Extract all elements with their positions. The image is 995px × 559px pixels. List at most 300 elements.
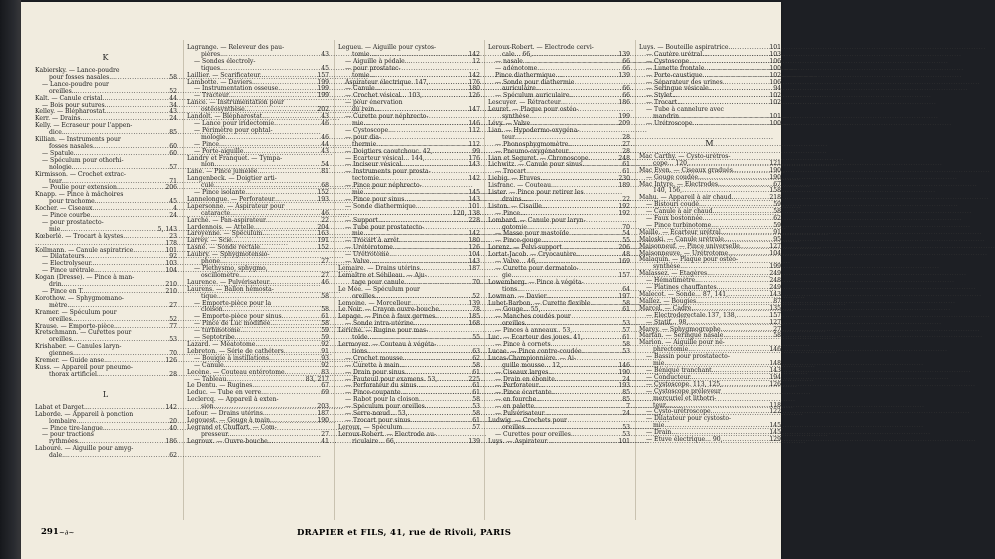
page-reference: 64 [622, 285, 630, 293]
entry-text: mie... [352, 119, 370, 127]
page-reference: 55 [622, 237, 630, 245]
entry-text: Maisonneuf. — Pince universelle. [639, 242, 742, 250]
entry-text: Kirmisson. — Crochet extrac- [35, 170, 126, 178]
page-reference: 27 [321, 258, 329, 266]
entry-text: — Cysto-urétroscope... [646, 408, 717, 416]
page-reference: 85 [622, 389, 630, 397]
entry-text: — en fourche... [495, 396, 543, 404]
entry-text: oreilles... [49, 315, 78, 323]
page-reference: 102 [769, 71, 781, 79]
entry-text: Mac Intyre. — Electrodes... [639, 180, 724, 188]
entry-text: — pour tractions [42, 431, 94, 439]
index-column-1 [35, 50, 177, 460]
page-reference: 60 [169, 149, 177, 157]
entry-text: Laurens. — Ballon hémosta- [187, 285, 274, 293]
index-list [338, 45, 480, 446]
index-entry [639, 121, 781, 128]
index-column-4 [488, 45, 630, 446]
entry-text: mie... [352, 230, 370, 238]
entry-text: mètre... [49, 301, 74, 309]
page-reference: 45 [321, 64, 329, 72]
entry-text: — Bassin pour prostatecto- [646, 353, 730, 361]
entry-text: phone... [201, 258, 226, 266]
entry-text: — Bouigie à instillations.. [194, 354, 273, 362]
entry-text: Lapersonne. — Aspirateur pour [187, 202, 285, 210]
page-reference: 145 [769, 429, 781, 437]
page-reference: 46 [321, 133, 329, 141]
page-reference: 122 [769, 408, 781, 416]
page-reference: 147 [468, 106, 480, 114]
page-reference: 249 [769, 270, 781, 278]
entry-text: — Spéculum auriculaire.. [495, 92, 574, 100]
page-reference: 55 [472, 334, 480, 342]
dot-leader [96, 213, 162, 220]
entry-text: dice... [49, 129, 68, 137]
index-list-l [35, 405, 177, 460]
page-reference: 145 [769, 422, 781, 430]
page-reference: 22 [321, 216, 329, 224]
page-reference: 81 [321, 168, 329, 176]
entry-text: — Sondes électroly- [194, 57, 256, 65]
page-reference: 135 [769, 304, 781, 312]
entry-text: rythmées... [49, 438, 84, 446]
page-reference: 189 [618, 182, 630, 190]
page-reference: 199 [317, 92, 329, 100]
entry-text: Kogan (Dresse). — Pince à man- [35, 274, 135, 282]
entry-text: — Lance pour iridectomie. [194, 119, 277, 127]
page-reference: 23 [169, 232, 177, 240]
page-reference: 53 [169, 336, 177, 344]
entry-text: Lasné. — Sonde rectale... [187, 244, 266, 252]
entry-text: — Gouge... 55, [495, 306, 541, 314]
page-reference: 27 [169, 301, 177, 309]
page-reference: 139 [618, 50, 630, 58]
entry-text: Laborde. — Appareil à ponction [35, 410, 134, 418]
page-reference: 199 [769, 263, 781, 271]
index-column-5 [639, 45, 781, 444]
page-reference: 148 [769, 360, 781, 368]
entry-text: — Urétrotome... [345, 251, 396, 259]
dot-leader [722, 382, 766, 389]
page-reference: 199 [317, 85, 329, 93]
entry-text: culé... [201, 182, 220, 190]
entry-text: — Cystoscope préleveur [646, 387, 721, 395]
dot-leader [68, 453, 162, 460]
page-reference: 40 [169, 424, 177, 432]
entry-text: Krishaber. — Canules laryn- [35, 343, 122, 351]
page-reference: 61 [472, 416, 480, 424]
entry-text: tage pour canule... [352, 278, 411, 286]
page-reference: 143 [769, 291, 781, 298]
page-reference: 66 [622, 92, 630, 100]
entry-text: Knapp. — Pince à mâchoires [35, 191, 124, 199]
entry-text: — Périmètre pour ophtal- [194, 126, 273, 134]
dot-leader [276, 121, 314, 128]
page-reference: 52 [169, 87, 177, 95]
page-reference: 41 [321, 437, 329, 445]
page-reference: 59 [321, 334, 329, 342]
entry-text: — Aiguille à pédale... [345, 57, 411, 65]
entry-text: Lannelongue. — Perforateur... [187, 195, 280, 203]
entry-text: Lombard. — Canule pour laryn- [488, 216, 586, 224]
entry-text: Marfan. — Seringue nasale... [639, 332, 730, 340]
entry-text: Le Dentu. — Rugines... [187, 382, 259, 390]
entry-text: fosses nasales... [49, 142, 99, 150]
dot-leader [109, 426, 162, 433]
entry-text: — Ecarteur vésical... 144, [345, 154, 425, 162]
entry-text: Kretschmann. — Curettes pour [35, 329, 132, 337]
entry-text: — Curette à main... [345, 361, 406, 369]
page-reference: 190 [769, 166, 781, 174]
entry-text: pour fosses nasales... [49, 73, 116, 81]
page-reference: 91 [773, 228, 781, 236]
page-reference: 112 [468, 126, 480, 134]
entry-text: — Spéculum pour othorhi- [42, 156, 124, 164]
entry-text: Lambotte. — Daviers... [187, 78, 258, 86]
page-reference: 190 [769, 173, 781, 181]
entry-text: Lister. — Pince pour retirer les [488, 189, 584, 197]
entry-text: — Hématimètre... [646, 277, 701, 285]
page-reference: 190 [317, 416, 329, 424]
entry-text: cale... 66, [502, 50, 533, 58]
page-reference: 68 [321, 182, 329, 190]
index-entry [35, 453, 177, 460]
entry-text: — Gouge coudée... [646, 173, 704, 181]
page-reference: 58 [321, 306, 329, 314]
page-reference: 145 [468, 189, 480, 197]
entry-text: 140, 156, [653, 187, 683, 195]
page-reference: 210 [165, 281, 177, 289]
entry-text: Lardennois. — Attelle... [187, 223, 260, 231]
entry-text: Larrey. — Scie... [187, 237, 238, 245]
page-reference: 66 [622, 64, 630, 72]
entry-text: pières... [201, 50, 226, 58]
page-reference: 87 [773, 297, 781, 305]
entry-text: — Drain pour sinus... [345, 368, 411, 376]
entry-text: — Plethysmo, sphygmo, [194, 265, 268, 272]
page-reference: 186 [165, 438, 177, 446]
entry-text: — Pulvérisateur... [495, 410, 550, 418]
page-reference: 58 [321, 320, 329, 328]
entry-text: Liston. — Cisaille... [488, 202, 548, 210]
page-reference: 126 [468, 244, 480, 252]
page-reference: 61 [472, 368, 480, 376]
page-reference: 204 [317, 223, 329, 231]
dot-leader [584, 349, 615, 356]
entry-text: Lubet-Barbon. — Curette flexible. [488, 299, 593, 307]
entry-text: Leriche. — Rugine pour mas- [338, 327, 429, 335]
index-list [488, 45, 630, 446]
entry-text: — Conducteur... [646, 373, 696, 381]
page-reference: 83 [321, 368, 329, 376]
dot-leader [280, 197, 314, 204]
page-reference: 192 [618, 202, 630, 210]
entry-text: Lemaître et Sébileau. — Aju- [338, 271, 427, 279]
page-reference: 48 [622, 251, 630, 259]
page-reference: 57 [622, 327, 630, 335]
page-reference: 4 [173, 205, 177, 213]
page-reference: 67 [773, 180, 781, 188]
page-reference: 142 [468, 175, 480, 183]
entry-text: oreilles... [352, 292, 381, 300]
entry-text: Luc. — Ecarteur des joues. 41, [488, 334, 583, 342]
page-reference: 157 [317, 71, 329, 79]
page-reference: 142 [468, 50, 480, 58]
entry-text: guille mousse... 12, [502, 361, 562, 369]
entry-text: Lescuyer. — Rétracteur... [488, 99, 566, 107]
entry-text: — Faux bostonnée... [646, 215, 709, 223]
page-reference: 199 [618, 113, 630, 121]
entry-text: — Doigtiers caoutchouc. 42, [345, 147, 433, 155]
book-binding [0, 0, 21, 559]
page-reference: 52 [472, 292, 480, 300]
page-reference: 7 [626, 403, 630, 411]
entry-text: — Instruments pour prosta- [345, 168, 431, 176]
entry-text: Lowemberg. — Pince à végéta- [488, 278, 584, 286]
page-reference: 101 [769, 44, 781, 51]
index-list-k [35, 68, 177, 379]
entry-text: lombaire... [49, 417, 83, 425]
entry-text: thorax artificiel... [49, 370, 103, 378]
page-reference: 57 [472, 423, 480, 431]
entry-text: Lian. — Hypodermo-oxygéna- [488, 126, 580, 134]
page-reference: 142 [165, 403, 177, 411]
page-reference: 24 [622, 410, 630, 418]
entry-text: Kabiersky. — Lance-poudre [35, 67, 120, 74]
entry-text: Leuret. — Plaque pour ostéo- [488, 106, 579, 114]
entry-text: mandrin... [653, 113, 685, 121]
page-reference: 101 [165, 246, 177, 254]
entry-text: — Platines chauffantes... [646, 284, 723, 292]
entry-text: mercuriel et lithotri- [653, 394, 717, 402]
entry-text: nologie... [49, 163, 78, 171]
entry-text: — Trocart à arrêt... [345, 237, 405, 245]
page-reference: 58 [472, 396, 480, 404]
entry-text: Kelley. — Blépharostat... [35, 108, 111, 116]
ornament-glyph: ~∂~ [59, 529, 75, 537]
page-reference: 190 [618, 368, 630, 376]
page-reference: 192 [618, 209, 630, 217]
entry-text: Kuss. — Appareil pour pneumo- [35, 363, 133, 371]
page-reference: 103 [769, 50, 781, 58]
entry-text: gotomie... [502, 223, 533, 231]
page-reference: 142 [468, 71, 480, 79]
entry-text: — Urétroscope... [646, 119, 699, 127]
page-reference: 193 [618, 382, 630, 390]
entry-text: tomie... [352, 71, 376, 79]
dot-leader [422, 93, 465, 100]
entry-text: Kremer. — Guide anse... [35, 357, 110, 365]
page-reference: 45 [169, 198, 177, 206]
entry-text: oscillomètre... [201, 271, 245, 279]
entry-text: Labouré. — Aiguille pour amyg- [35, 445, 134, 453]
dot-leader [552, 439, 615, 446]
page-reference: 5, 143 [157, 225, 177, 233]
entry-text: — Dilatateur pour cystosto- [646, 415, 732, 423]
page-reference: 152 [317, 244, 329, 252]
entry-text: Pince diathermique.... [495, 71, 564, 79]
page-reference: 186 [618, 99, 630, 107]
index-list [187, 45, 329, 446]
page-reference: 58 [321, 292, 329, 300]
entry-text: — Pince en T... [42, 288, 88, 295]
entry-text: mie... [352, 189, 370, 197]
entry-text: — Pince... [495, 209, 526, 217]
page-reference: 69 [321, 389, 329, 397]
entry-text: tectomie... [352, 175, 385, 183]
page-reference: 46 [321, 119, 329, 127]
entry-text: — Curette pour dermatolo- [495, 265, 579, 272]
entry-text: — adénotome... [495, 64, 544, 72]
page-reference: 143 [468, 195, 480, 203]
page-reference: 92 [321, 361, 329, 369]
page-reference: 225 [468, 375, 480, 383]
page-reference: 118 [769, 401, 781, 409]
entry-text: tomie... [352, 50, 376, 58]
entry-text: Kollmann. — Canule aspiratrice. [35, 246, 136, 254]
entry-text: — Cystoscope... [646, 57, 695, 65]
entry-text: ostéosynthèse... [201, 106, 251, 114]
entry-text: Kœberlé. — Trocart à kystes.. [35, 232, 128, 240]
page-reference: 106 [769, 57, 781, 65]
entry-text: synthèse... [502, 113, 536, 121]
page-reference: 185 [468, 313, 480, 321]
entry-text: — Valve... [345, 258, 376, 266]
page-reference: 210 [165, 288, 177, 295]
entry-text: sion... [201, 403, 220, 411]
page-reference: 58 [622, 299, 630, 307]
entry-text: Lorenz. — Pelvi-support... [488, 244, 568, 252]
entry-text: — Curettes pour oreilles.. [495, 430, 575, 438]
page-reference: 66 [622, 85, 630, 93]
page-reference: 209 [618, 119, 630, 127]
page-reference: 61 [321, 313, 329, 321]
entry-text: Korothow. — Sphygmomano- [35, 294, 124, 302]
entry-text: Leduc. — Tube en verre... [187, 389, 267, 397]
page-reference: 62 [773, 215, 781, 223]
page-reference: 157 [769, 311, 781, 319]
page-reference: 34 [169, 101, 177, 109]
entry-text: Lebreton. — Série de cathéters. [187, 347, 286, 355]
entry-text: — Pince-gouge... [495, 237, 547, 245]
index-page [21, 2, 781, 559]
page-reference: 58 [773, 332, 781, 340]
page-reference: 70 [472, 278, 480, 286]
entry-text: — pour prostatec- [345, 64, 401, 72]
page-reference: 28 [622, 147, 630, 155]
entry-text: Leclercq. — Appareil à exten- [187, 396, 279, 404]
entry-text: — Pince-coupante... [345, 389, 407, 397]
page-reference: 187 [317, 410, 329, 418]
entry-text: — Pinces à anneaux.. 53, [495, 327, 573, 335]
page-reference: 101 [769, 113, 781, 121]
index-entry [488, 439, 630, 446]
entry-text: — Séparateur des urines.. [646, 78, 727, 86]
entry-text: oreilles... [502, 423, 531, 431]
entry-text: Aspirateur électrique. 147, [345, 78, 429, 86]
entry-text: Malaquin. — Plaque pour ostéo- [639, 256, 739, 264]
entry-text: Luys. — Aspirateur... [488, 437, 553, 445]
entry-text: Lévy. — Valve... [488, 119, 536, 127]
entry-text: Marey. — Sphygmographe... [639, 325, 727, 333]
entry-text: oreilles... [502, 320, 531, 328]
page-reference: 194 [769, 373, 781, 381]
entry-text: — Emporte-pièce pour la [194, 299, 272, 307]
entry-text: Larché. — Pan-aspirateur... [187, 216, 272, 224]
page-reference: 104 [468, 251, 480, 259]
section-heading-k: K [102, 53, 110, 62]
entry-text: riculaire... 66, [352, 437, 396, 445]
entry-text: — Crochet vésical... 103, [345, 92, 423, 100]
entry-text: — Statif... 98, [646, 318, 689, 326]
page-reference: 53 [622, 423, 630, 431]
entry-text: — Dilatateurs... [42, 253, 91, 261]
entry-text: — Cystoscope... [345, 126, 394, 134]
entry-text: — Canule... [194, 361, 230, 369]
page-reference: 139 [618, 71, 630, 79]
entry-text: — Phonosphygmomètre... [495, 140, 575, 148]
page-reference: 20 [169, 417, 177, 425]
entry-text: — turbinotome... [194, 327, 247, 335]
page-reference: 228 [468, 216, 480, 224]
dot-leader [276, 418, 314, 425]
page-reference: 139 [468, 299, 480, 307]
entry-text: Lepage. — Pince à faux germes. [338, 313, 438, 321]
entry-text: teur... [653, 401, 672, 409]
entry-text: Lemoine. — Morcelleur... [338, 299, 416, 307]
page-reference: 66 [622, 57, 630, 65]
entry-text: Langenbeck. — Doigtier arti- [187, 175, 277, 183]
page-reference: 77 [169, 322, 177, 330]
entry-text: cope... 120, [653, 159, 689, 167]
entry-text: — Canule... [345, 85, 381, 93]
page-reference: 129 [769, 436, 781, 444]
publisher-line: DRAPIER et FILS, 41, rue de Rivoli, PARIS [297, 528, 512, 538]
page-reference: 168 [468, 320, 480, 328]
page-reference: 12 [472, 57, 480, 65]
page-reference: 157 [618, 271, 630, 279]
page-reference: 43 [321, 147, 329, 155]
page-reference: 85 [622, 396, 630, 404]
page-reference: 206 [165, 184, 177, 192]
index-entry [35, 372, 177, 379]
entry-text: Legroux. — Ouvre-bouche... [187, 437, 274, 445]
page-reference: 24 [622, 375, 630, 383]
entry-text: drains... [502, 195, 528, 203]
entry-text: — Pince à cornets... [495, 340, 557, 348]
entry-text: du rein... [352, 106, 380, 114]
entry-text: Lowman. — Davier... [488, 292, 552, 300]
page-reference: 104 [165, 267, 177, 275]
entry-text: synthèse... [653, 263, 687, 271]
index-list-luys [639, 45, 781, 128]
page-reference: 62 [472, 354, 480, 362]
entry-text: — Septotribe... [194, 334, 241, 342]
entry-text: mie... [653, 360, 671, 368]
entry-text: Le Noir. — Crayon ouvre-bouche. [338, 306, 441, 314]
page-reference: 57 [169, 163, 177, 171]
page-reference: 94 [773, 85, 781, 93]
entry-text: Lazard. — Méatotome... [187, 340, 262, 348]
page-reference: 249 [769, 284, 781, 292]
entry-text: — Sonde pour diathermie [495, 78, 575, 86]
page-reference: 230 [618, 175, 630, 183]
dot-leader [115, 75, 162, 82]
page-reference: 28 [169, 370, 177, 378]
entry-text: pour trachome... [49, 198, 101, 206]
entry-text: — Pince de Luc modifiée... [194, 320, 277, 328]
page-reference: 99 [472, 147, 480, 155]
